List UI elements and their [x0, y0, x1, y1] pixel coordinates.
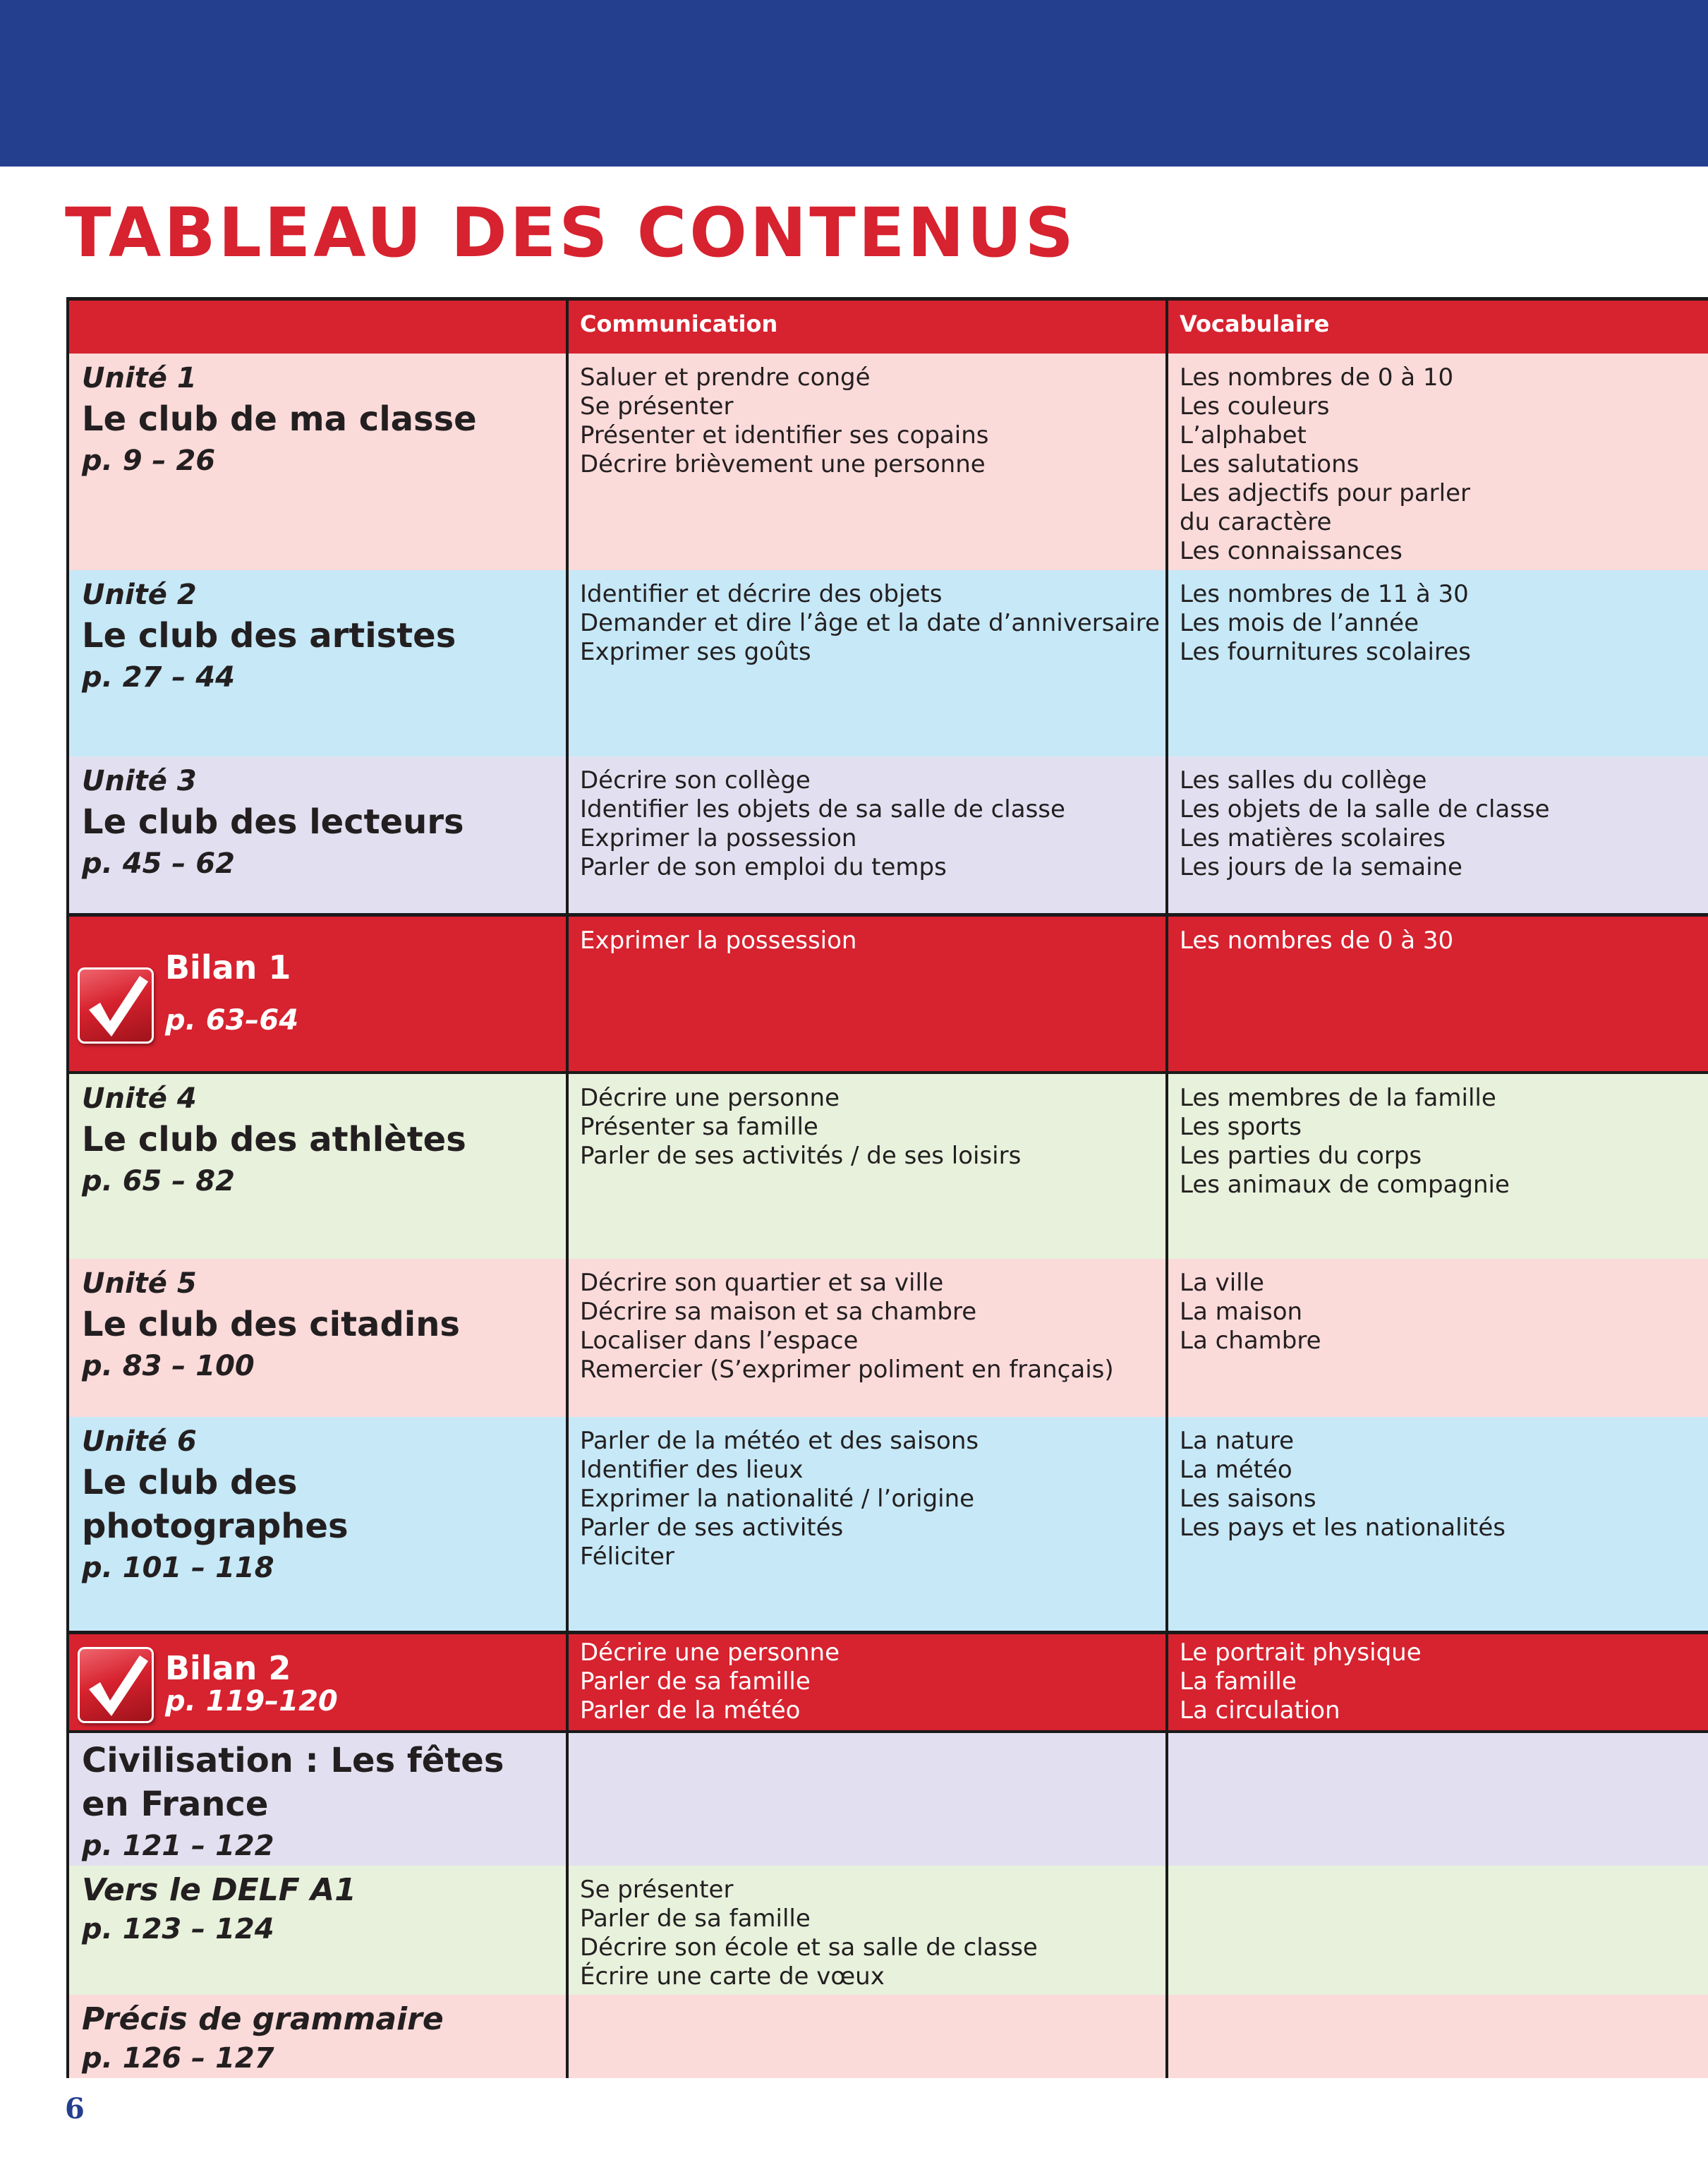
list-item: Exprimer ses goûts — [580, 638, 811, 666]
top-color-band — [0, 0, 1708, 167]
list-item: Les adjectifs pour parler — [1180, 479, 1470, 507]
vocabulaire-cell — [1167, 1259, 1708, 1417]
table-row — [68, 756, 1708, 915]
unit-cell — [68, 756, 567, 915]
list-item: du caractère — [1180, 508, 1332, 536]
list-item: Parler de son emploi du temps — [580, 853, 947, 881]
unit-pages: p. 65 – 82 — [82, 1165, 235, 1197]
list-item: Remercier (S’exprimer poliment en français) — [580, 1356, 1114, 1384]
list-item: Les parties du corps — [1180, 1142, 1422, 1170]
list-item: Les salles du collège — [1180, 766, 1427, 795]
list-item: Les animaux de compagnie — [1180, 1171, 1510, 1199]
vocabulaire-cell — [1167, 1866, 1708, 1995]
list-item: Saluer et prendre congé — [580, 363, 871, 392]
list-item: Identifier les objets de sa salle de classe — [580, 795, 1065, 823]
list-item: Féliciter — [580, 1543, 674, 1571]
table-row — [68, 1732, 1708, 1866]
list-item: Décrire son collège — [580, 766, 811, 795]
list-item: La ville — [1180, 1269, 1264, 1297]
unit-label: Unité 4 — [82, 1082, 197, 1115]
list-item: Les pays et les nationalités — [1180, 1514, 1506, 1542]
unit-label: Unité 5 — [82, 1267, 197, 1300]
list-item: Exprimer la nationalité / l’origine — [580, 1485, 975, 1513]
vocabulaire-cell — [1167, 1732, 1708, 1866]
unit-title: Le club des photographes — [82, 1463, 349, 1546]
communication-cell — [567, 354, 1167, 570]
table-row — [68, 915, 1708, 1073]
table-row — [68, 1073, 1708, 1259]
unit-pages: p. 121 – 122 — [82, 1830, 274, 1862]
list-item: Le portrait physique — [1180, 1638, 1422, 1667]
unit-pages: p. 83 – 100 — [82, 1350, 255, 1382]
unit-cell — [68, 1417, 567, 1632]
unit-cell — [68, 1995, 567, 2078]
vocabulaire-cell — [1167, 570, 1708, 756]
list-item: Décrire une personne — [580, 1638, 840, 1667]
list-item: Les matières scolaires — [1180, 824, 1446, 852]
list-item: Localiser dans l’espace — [580, 1327, 859, 1355]
list-item: Exprimer la possession — [580, 926, 857, 955]
vocabulaire-cell — [1167, 354, 1708, 570]
list-item: Se présenter — [580, 1876, 734, 1904]
list-item: La circulation — [1180, 1696, 1340, 1725]
list-item: Parler de la météo et des saisons — [580, 1427, 979, 1455]
table-header-row — [68, 299, 1708, 354]
vocabulaire-cell — [1167, 1073, 1708, 1259]
list-item: Décrire son quartier et sa ville — [580, 1269, 944, 1297]
list-item: Les couleurs — [1180, 392, 1330, 421]
table-row — [68, 1995, 1708, 2078]
checkmark-icon — [78, 967, 154, 1044]
communication-cell — [567, 1866, 1167, 1995]
unit-pages: p. 126 – 127 — [82, 2042, 274, 2075]
list-item: Les membres de la famille — [1180, 1084, 1496, 1112]
unit-title: Le club des athlètes — [82, 1120, 466, 1159]
page-title: TABLEAU DES CONTENUS — [65, 193, 1077, 272]
list-item: Demander et dire l’âge et la date d’anniversaire — [580, 609, 1160, 637]
unit-label: Unité 1 — [82, 362, 197, 394]
unit-label: Vers le DELF A1 — [82, 1872, 356, 1908]
communication-cell — [567, 1995, 1167, 2078]
list-item: La maison — [1180, 1298, 1303, 1326]
list-item: Se présenter — [580, 392, 734, 421]
list-item: Décrire son école et sa salle de classe — [580, 1933, 1038, 1962]
communication-cell — [567, 570, 1167, 756]
list-item: Les objets de la salle de classe — [1180, 795, 1550, 823]
unit-label: Précis de grammaire — [82, 2001, 444, 2037]
unit-pages: p. 27 – 44 — [82, 661, 235, 694]
unit-cell — [68, 354, 567, 570]
bilan-title: Bilan 1 — [165, 948, 291, 986]
header-communication: Communication — [567, 299, 1167, 354]
unit-title: Civilisation : Les fêtes en France — [82, 1741, 504, 1824]
list-item: Parler de sa famille — [580, 1667, 811, 1696]
list-item: Écrire une carte de vœux — [580, 1962, 885, 1991]
list-item: Parler de ses activités / de ses loisirs — [580, 1142, 1022, 1170]
communication-cell — [567, 1632, 1167, 1732]
unit-label: Unité 3 — [82, 765, 197, 797]
bilan-pages: p. 119–120 — [165, 1684, 338, 1718]
unit-label: Unité 6 — [82, 1425, 197, 1458]
table-row — [68, 1259, 1708, 1417]
vocabulaire-cell — [1167, 756, 1708, 915]
unit-cell — [68, 1732, 567, 1866]
list-item: Parler de sa famille — [580, 1905, 811, 1933]
list-item: La météo — [1180, 1456, 1292, 1484]
vocabulaire-cell — [1167, 915, 1708, 1073]
unit-pages: p. 9 – 26 — [82, 445, 216, 477]
list-item: Présenter sa famille — [580, 1113, 818, 1141]
list-item: Présenter et identifier ses copains — [580, 421, 989, 449]
list-item: Exprimer la possession — [580, 824, 857, 852]
unit-cell — [68, 1866, 567, 1995]
list-item: La nature — [1180, 1427, 1294, 1455]
contents-table — [66, 297, 1708, 2078]
list-item: Les fournitures scolaires — [1180, 638, 1471, 666]
table-row — [68, 1417, 1708, 1632]
list-item: L’alphabet — [1180, 421, 1307, 449]
list-item: La chambre — [1180, 1327, 1321, 1355]
table-row — [68, 1866, 1708, 1995]
list-item: Les salutations — [1180, 450, 1359, 478]
list-item: Identifier et décrire des objets — [580, 580, 943, 608]
list-item: Décrire brièvement une personne — [580, 450, 986, 478]
list-item: Identifier des lieux — [580, 1456, 804, 1484]
list-item: Les nombres de 0 à 10 — [1180, 363, 1454, 392]
table-row — [68, 570, 1708, 756]
communication-cell — [567, 756, 1167, 915]
bilan-title: Bilan 2 — [165, 1648, 291, 1687]
unit-title: Le club des lecteurs — [82, 802, 464, 842]
table-row — [68, 1632, 1708, 1732]
communication-cell — [567, 915, 1167, 1073]
unit-pages: p. 101 – 118 — [82, 1552, 274, 1584]
communication-cell — [567, 1259, 1167, 1417]
communication-cell — [567, 1417, 1167, 1632]
unit-label: Unité 2 — [82, 579, 197, 611]
vocabulaire-cell — [1167, 1417, 1708, 1632]
bilan-pages: p. 63–64 — [165, 1003, 299, 1037]
unit-cell — [68, 570, 567, 756]
page-number: 6 — [65, 2092, 85, 2125]
unit-title: Le club de ma classe — [82, 399, 477, 439]
unit-cell — [68, 1259, 567, 1417]
unit-cell — [68, 1073, 567, 1259]
header-unit-column — [68, 299, 567, 354]
communication-cell — [567, 1732, 1167, 1866]
unit-title: Le club des artistes — [82, 616, 456, 656]
list-item: Décrire sa maison et sa chambre — [580, 1298, 977, 1326]
communication-cell — [567, 1073, 1167, 1259]
list-item: Décrire une personne — [580, 1084, 840, 1112]
checkmark-icon — [78, 1647, 154, 1723]
vocabulaire-cell — [1167, 1995, 1708, 2078]
list-item: Parler de la météo — [580, 1696, 801, 1725]
unit-title: Le club des citadins — [82, 1305, 460, 1344]
bilan-cell — [68, 1632, 567, 1732]
list-item: La famille — [1180, 1667, 1297, 1696]
bilan-cell — [68, 915, 567, 1073]
list-item: Les sports — [1180, 1113, 1302, 1141]
list-item: Les nombres de 11 à 30 — [1180, 580, 1469, 608]
list-item: Les connaissances — [1180, 537, 1403, 565]
list-item: Les jours de la semaine — [1180, 853, 1462, 881]
table-row — [68, 354, 1708, 570]
list-item: Les nombres de 0 à 30 — [1180, 926, 1454, 955]
list-item: Les mois de l’année — [1180, 609, 1419, 637]
unit-pages: p. 45 – 62 — [82, 847, 235, 880]
unit-pages: p. 123 – 124 — [82, 1913, 274, 1945]
vocabulaire-cell — [1167, 1632, 1708, 1732]
list-item: Parler de ses activités — [580, 1514, 844, 1542]
header-vocabulaire: Vocabulaire — [1167, 299, 1708, 354]
list-item: Les saisons — [1180, 1485, 1316, 1513]
